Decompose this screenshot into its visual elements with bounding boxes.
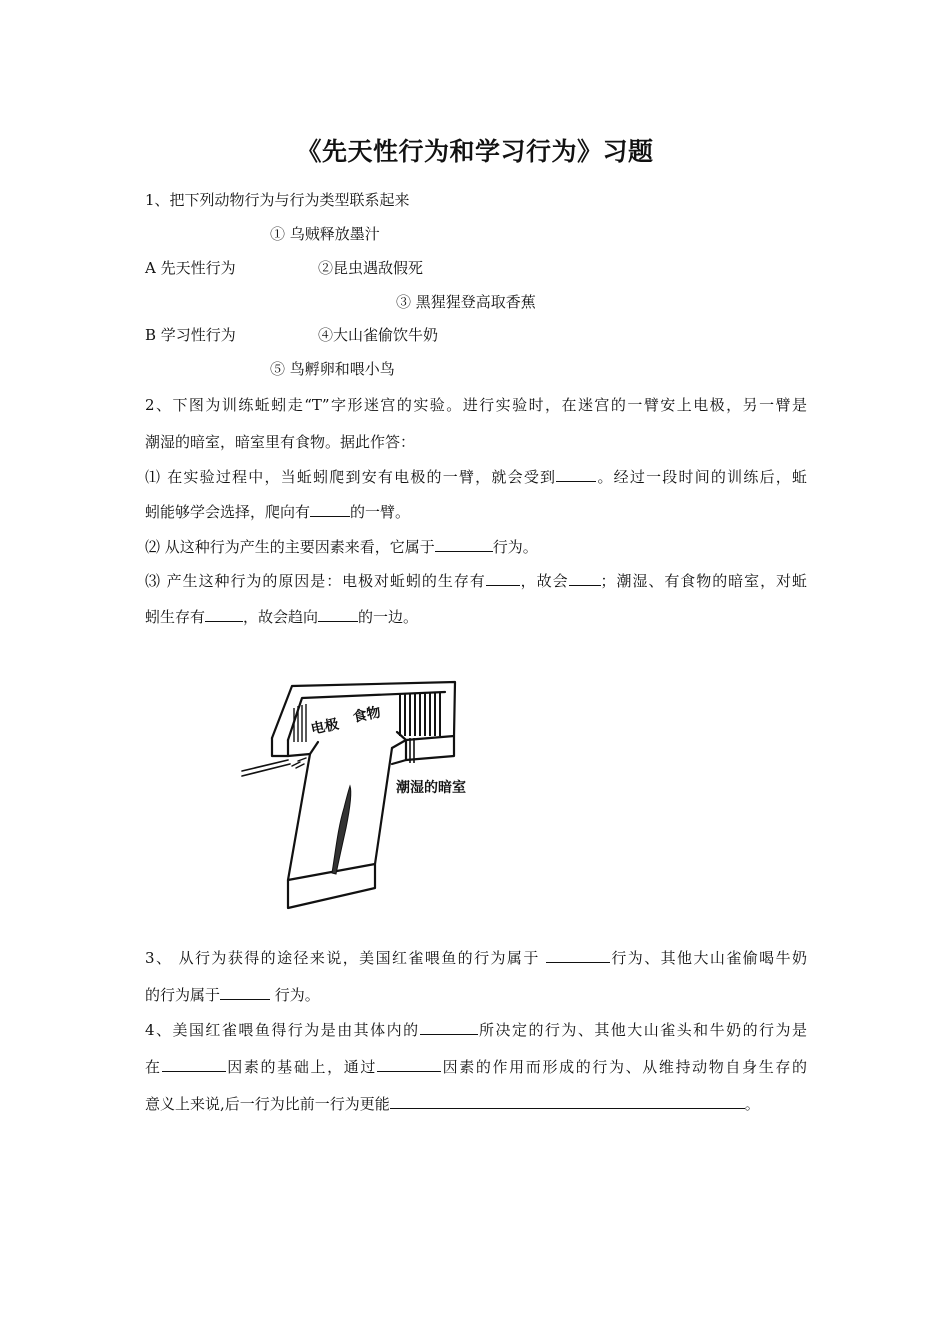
q2-p2-text-a: ⑵ 从这种行为产生的主要因素来看，它属于 bbox=[145, 538, 435, 556]
answer-blank[interactable] bbox=[556, 467, 596, 482]
q3-text-b: 行为、其他大山雀偷喝牛奶 bbox=[609, 949, 807, 967]
earthworm-icon bbox=[332, 786, 351, 874]
q2-p3-text-c: ；潮湿、有食物的暗室，对蚯 bbox=[600, 572, 807, 590]
label-food: 食物 bbox=[351, 704, 383, 726]
dark-room-shading bbox=[400, 692, 440, 736]
answer-blank[interactable] bbox=[205, 607, 243, 622]
q2-p2-text-b: 行为。 bbox=[492, 538, 538, 556]
q1-item-3: ③ 黑猩猩登高取香蕉 bbox=[396, 293, 536, 311]
answer-blank[interactable] bbox=[310, 502, 350, 517]
label-dark-room: 潮湿的暗室 bbox=[396, 780, 466, 796]
q1-item-4: ④大山雀偷饮牛奶 bbox=[318, 326, 439, 344]
q4-text-b: 所决定的行为、其他大山雀头和牛奶的行为是 bbox=[477, 1021, 807, 1039]
t-maze-diagram bbox=[240, 668, 490, 918]
q4-text-f: 意义上来说,后一行为比前一行为更能 bbox=[145, 1095, 390, 1113]
q4-text-c: 在 bbox=[145, 1058, 162, 1076]
q2-p1-text-d: 的一臂。 bbox=[350, 503, 411, 521]
q2-p1-text-b: 。经过一段时间的训练后，蚯 bbox=[596, 468, 807, 486]
q2-line-1: 2、下图为训练蚯蚓走“T”字形迷宫的实验。进行实验时，在迷宫的一臂安上电极，另一臂是 bbox=[145, 396, 807, 414]
q2-p3-text-a: ⑶ 产生这种行为的原因是：电极对蚯蚓的生存有 bbox=[145, 572, 486, 590]
answer-blank[interactable] bbox=[435, 537, 493, 552]
q2-p1-text-c: 蚓能够学会选择，爬向有 bbox=[145, 503, 311, 521]
q2-part-1-line-1 bbox=[145, 467, 807, 487]
answer-blank[interactable] bbox=[377, 1057, 441, 1072]
answer-blank[interactable] bbox=[546, 948, 610, 963]
q4-line-2 bbox=[145, 1057, 807, 1077]
label-electrode: 电极 bbox=[309, 716, 341, 738]
q4-text-e: 因素的作用而形成的行为、从维持动物自身生存的 bbox=[441, 1058, 807, 1076]
t-maze-drawing bbox=[240, 668, 490, 918]
q3-line-1 bbox=[145, 948, 807, 968]
q1-label-a: A 先天性行为 bbox=[145, 259, 236, 277]
answer-blank[interactable] bbox=[390, 1094, 745, 1109]
q4-line-3 bbox=[145, 1094, 760, 1114]
electrode-plates bbox=[294, 704, 306, 742]
answer-blank[interactable] bbox=[486, 571, 520, 586]
q2-line-2: 潮湿的暗室，暗室里有食物。据此作答： bbox=[145, 433, 416, 451]
q4-text-d: 因素的基础上，通过 bbox=[225, 1058, 377, 1076]
q2-p3-text-b: ，故会 bbox=[519, 572, 569, 590]
q2-part-1-line-2 bbox=[145, 502, 410, 522]
q3-text-a: 3、 从行为获得的途径来说，美国红雀喂鱼的行为属于 bbox=[145, 949, 546, 967]
q2-p3-text-e: ，故会趋向 bbox=[243, 608, 319, 626]
q4-line-1 bbox=[145, 1020, 807, 1040]
q1-item-1: ① 乌贼释放墨汁 bbox=[270, 225, 380, 243]
q2-part-2 bbox=[145, 537, 538, 557]
answer-blank[interactable] bbox=[420, 1020, 478, 1035]
q2-p3-text-d: 蚓生存有 bbox=[145, 608, 206, 626]
q2-part-3-line-1 bbox=[145, 571, 807, 591]
q3-line-2 bbox=[145, 985, 320, 1005]
answer-blank[interactable] bbox=[220, 985, 270, 1000]
q2-part-3-line-2 bbox=[145, 607, 418, 627]
q4-text-g: 。 bbox=[744, 1095, 760, 1113]
q1-item-5: ⑤ 鸟孵卵和喂小鸟 bbox=[270, 360, 395, 378]
answer-blank[interactable] bbox=[162, 1057, 226, 1072]
answer-blank[interactable] bbox=[569, 571, 601, 586]
q4-text-a: 4、美国红雀喂鱼得行为是由其体内的 bbox=[145, 1021, 420, 1039]
page-title: 《先天性行为和学习行为》习题 bbox=[296, 137, 654, 166]
q3-text-d: 行为。 bbox=[270, 986, 320, 1004]
q2-p3-text-f: 的一边。 bbox=[358, 608, 419, 626]
q2-p1-text-a: ⑴ 在实验过程中，当蚯蚓爬到安有电极的一臂，就会受到 bbox=[145, 468, 557, 486]
q1-item-2: ②昆虫遇敌假死 bbox=[318, 259, 424, 277]
q1-stem: 1、把下列动物行为与行为类型联系起来 bbox=[145, 191, 410, 209]
q1-label-b: B 学习性行为 bbox=[145, 326, 236, 344]
answer-blank[interactable] bbox=[318, 607, 358, 622]
q3-text-c: 的行为属于 bbox=[145, 986, 221, 1004]
